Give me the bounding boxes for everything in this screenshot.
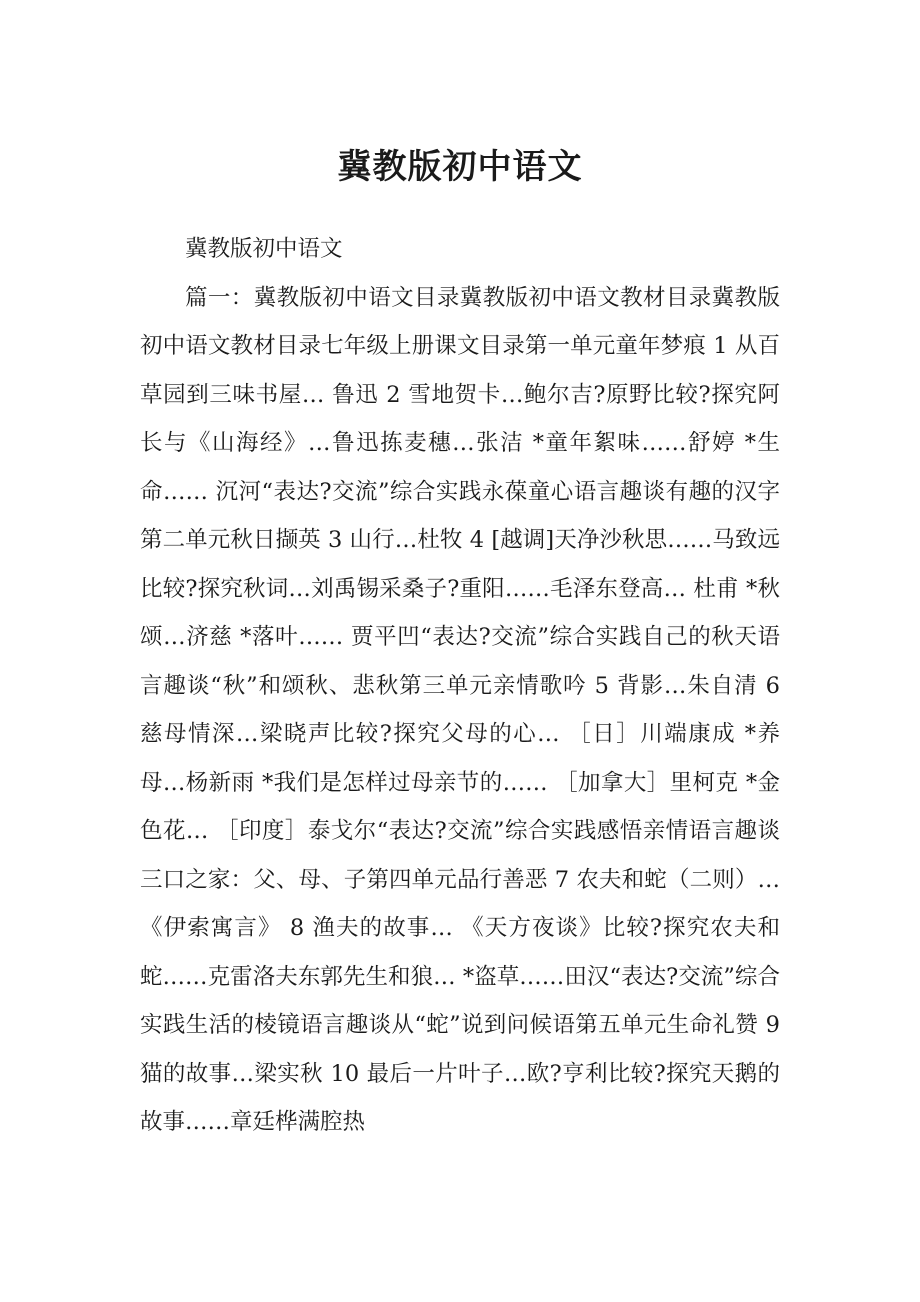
- document-body: [140, 225, 780, 1147]
- body-paragraph: 篇一：冀教版初中语文目录冀教版初中语文教材目录冀教版初中语文教材目录七年级上册课文目录第一单元童年梦痕 1 从百草园到三味书屋… 鲁迅 2 雪地贺卡…鲍尔吉?原野比较?探究阿长与《山海经》…鲁迅拣麦穗…张洁 *童年絮味……舒婷 *生命…… 沉河“表达?交流”综合实践永葆童心语言趣谈有趣的汉字第二单元秋日撷英 3 山行…杜牧 4 [越调]天净沙秋思……马致远比较?探究秋词…刘禹锡采桑子?重阳……毛泽东登高… 杜甫 *秋颂…济慈 *落叶…… 贾平凹“表达?交流”综合实践自己的秋天语言趣谈“秋”和颂秋、悲秋第三单元亲情歌吟 5 背影…朱自清 6 慈母情深…梁晓声比较?探究父母的心… ［日］川端康成 *养母…杨新雨 *我们是怎样过母亲节的…… ［加拿大］里柯克 *金色花… ［印度］泰戈尔“表达?交流”综合实践感悟亲情语言趣谈三口之家：父、母、子第四单元品行善恶 7 农夫和蛇（二则）…《伊索寓言》 8 渔夫的故事… 《天方夜谈》比较?探究农夫和蛇……克雷洛夫东郭先生和狼… *盗草……田汉“表达?交流”综合实践生活的棱镜语言趣谈从“蛇”说到问候语第五单元生命礼赞 9 猫的故事…梁实秋 10 最后一片叶子…欧?亨利比较?探究天鹅的故事……章廷桦满腔热: [140, 284, 780, 1135]
- subtitle-paragraph: 冀教版初中语文: [185, 236, 343, 262]
- page-title: 冀教版初中语文: [337, 147, 583, 187]
